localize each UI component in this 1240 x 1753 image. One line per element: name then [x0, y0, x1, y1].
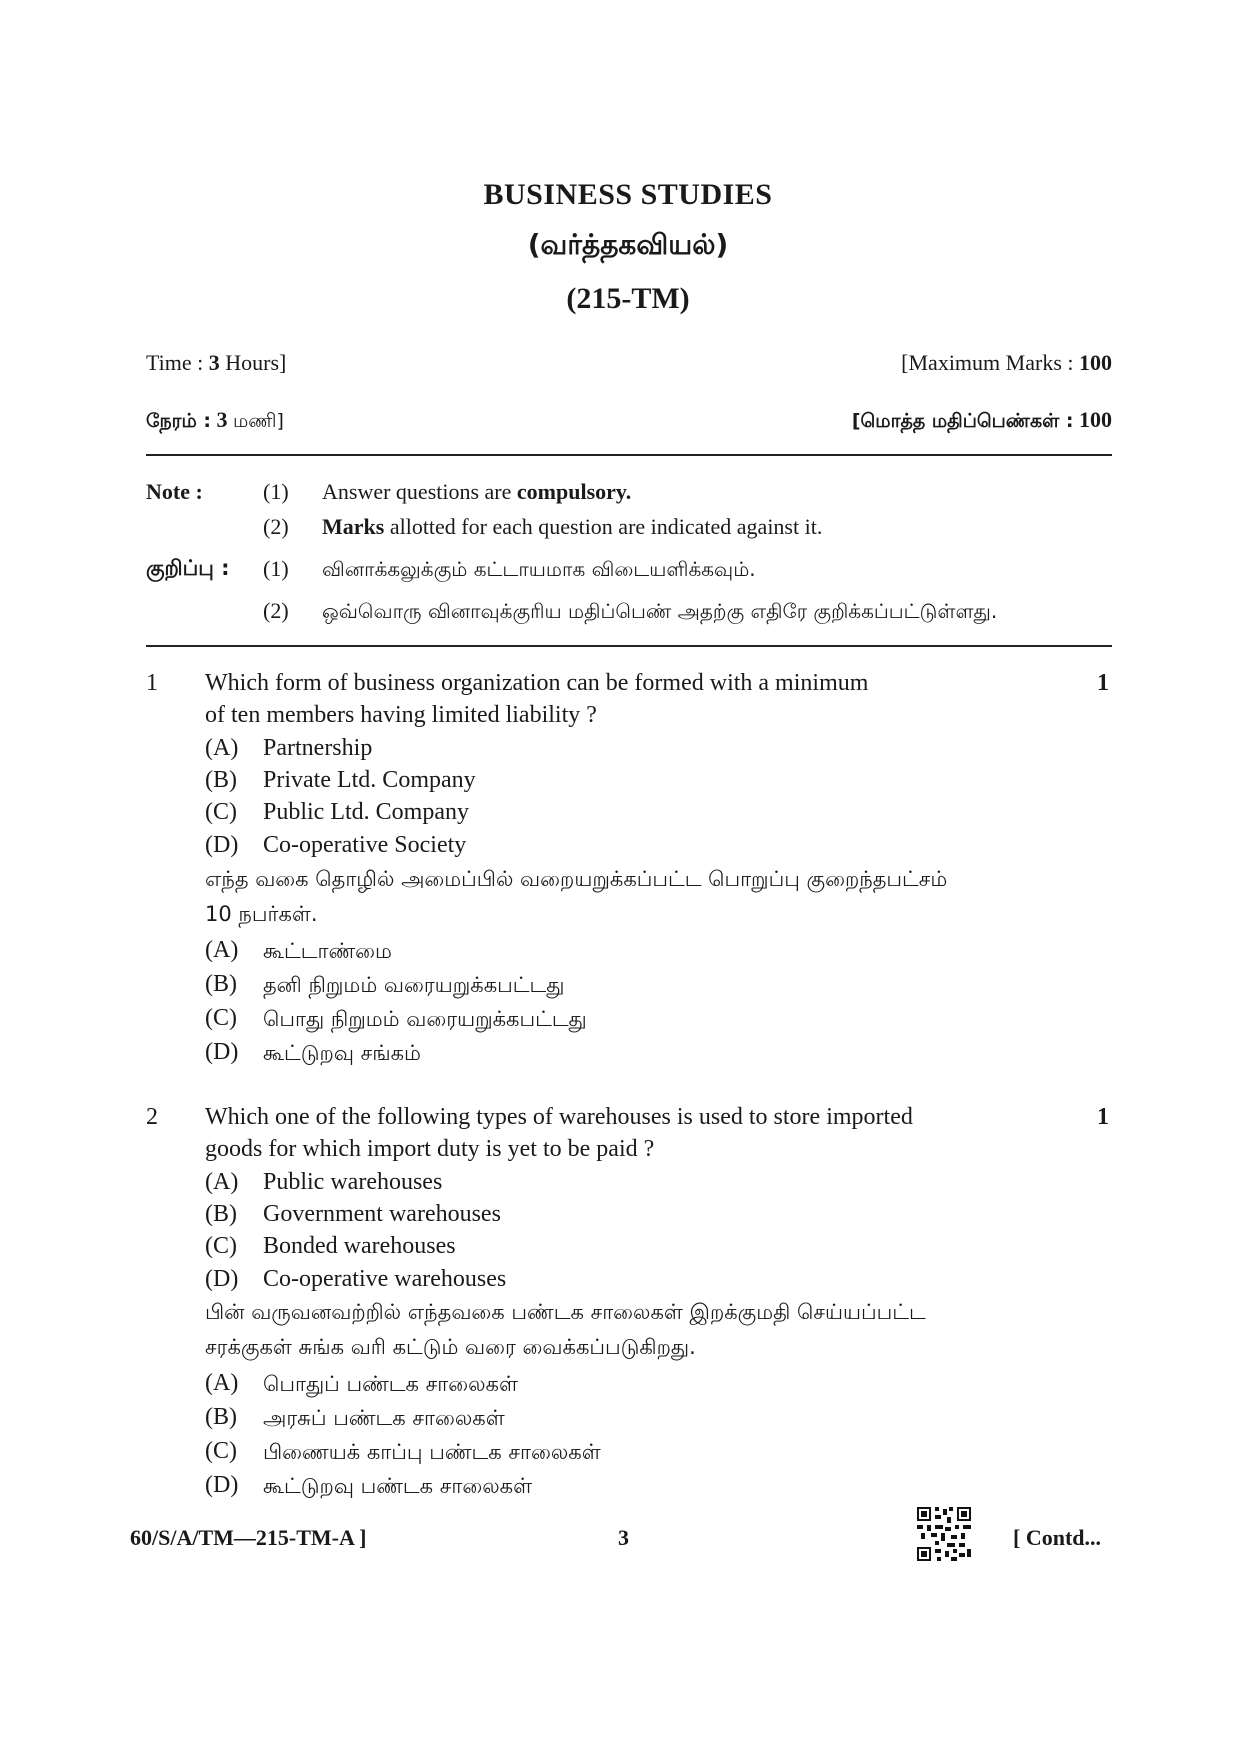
question-number: 2 [146, 1104, 158, 1130]
divider [146, 645, 1112, 647]
note-label-tamil: குறிப்பு : [146, 556, 230, 580]
max-marks-value-tamil: 100 [1079, 407, 1112, 432]
note-item-tamil-1: வினாக்கலுக்கும் கட்டாயமாக விடையளிக்கவும். [322, 557, 756, 581]
option-text: Partnership [263, 735, 373, 761]
page-title-tamil: (வர்த்தகவியல்) [527, 228, 729, 261]
option-text: Government warehouses [263, 1201, 501, 1227]
option-text-tamil: அரசுப் பண்டக சாலைகள் [263, 1406, 505, 1430]
divider [146, 454, 1112, 456]
option-label: (C) [205, 1233, 237, 1259]
question-text: Which form of business organization can be formed with a minimum [205, 670, 869, 696]
option-label: (B) [205, 971, 237, 997]
note-label: Note : [146, 479, 203, 504]
note-num: (2) [263, 514, 289, 539]
option-label: (D) [205, 832, 239, 858]
paper-code: 60/S/A/TM—215-TM-A ] [130, 1525, 367, 1550]
option-text: Public warehouses [263, 1169, 443, 1195]
option-text-tamil: பிணையக் காப்பு பண்டக சாலைகள் [263, 1440, 601, 1464]
question-text-tamil: பின் வருவனவற்றில் எந்தவகை பண்டக சாலைகள் இறக்குமதி செய்யப்பட்ட [205, 1300, 926, 1324]
question-marks: 1 [1097, 670, 1109, 696]
question-number: 1 [146, 670, 158, 696]
note-num: (1) [263, 479, 289, 504]
note-item-1 [322, 479, 631, 505]
option-text-tamil: தனி நிறுமம் வரையறுக்கபட்டது [263, 973, 565, 997]
option-label: (A) [205, 1169, 239, 1195]
question-marks: 1 [1097, 1104, 1109, 1130]
time-label-tamil: நேரம் : [146, 410, 211, 432]
option-label: (D) [205, 1039, 239, 1065]
max-marks-value: 100 [1079, 350, 1112, 375]
option-label: (C) [205, 1438, 237, 1464]
question-text: goods for which import duty is yet to be paid ? [205, 1136, 655, 1162]
time-row [146, 350, 286, 376]
note-item-tamil-2: ஒவ்வொரு வினாவுக்குரிய மதிப்பெண் அதற்கு எதிரே குறிக்கப்பட்டுள்ளது. [322, 599, 998, 623]
option-label: (B) [205, 1404, 237, 1430]
option-label: (D) [205, 1266, 239, 1292]
max-marks-label-tamil: [மொத்த மதிப்பெண்கள் : [851, 410, 1074, 432]
option-label: (A) [205, 735, 239, 761]
note-bold: compulsory. [516, 479, 632, 504]
option-text-tamil: பொது நிறுமம் வரையறுக்கபட்டது [263, 1007, 587, 1031]
option-label: (A) [205, 1370, 239, 1396]
max-marks-label: [Maximum Marks : [901, 350, 1074, 375]
option-text-tamil: கூட்டுறவு பண்டக சாலைகள் [263, 1474, 533, 1498]
max-marks-row-tamil [852, 407, 1112, 435]
option-label: (D) [205, 1472, 239, 1498]
time-value: 3 [208, 350, 220, 375]
option-text: Bonded warehouses [263, 1233, 456, 1259]
time-value-tamil: 3 [216, 407, 228, 432]
option-text-tamil: பொதுப் பண்டக சாலைகள் [263, 1372, 518, 1396]
time-unit-tamil: மணி] [233, 410, 284, 432]
option-label: (C) [205, 1005, 237, 1031]
option-text: Co-operative warehouses [263, 1266, 507, 1292]
option-text-tamil: கூட்டாண்மை [263, 939, 392, 963]
note-num: (1) [263, 556, 289, 581]
page-number: 3 [618, 1525, 629, 1550]
question-text: of ten members having limited liability ? [205, 702, 597, 728]
option-label: (C) [205, 799, 237, 825]
qr-code-icon [917, 1507, 971, 1561]
note-num: (2) [263, 598, 289, 623]
question-text-tamil: சரக்குகள் சுங்க வரி கட்டும் வரை வைக்கப்படுகிறது. [205, 1335, 696, 1359]
max-marks-row [901, 350, 1112, 376]
option-label: (B) [205, 767, 237, 793]
time-row-tamil [146, 407, 284, 435]
note-text: allotted for each question are indicated against it. [384, 514, 823, 539]
time-unit: Hours] [225, 350, 287, 375]
option-text: Private Ltd. Company [263, 767, 476, 793]
option-label: (A) [205, 937, 239, 963]
question-text: Which one of the following types of warehouses is used to store imported [205, 1104, 913, 1130]
option-text-tamil: கூட்டுறவு சங்கம் [263, 1041, 421, 1065]
subject-code: (215-TM) [566, 282, 690, 315]
option-text: Co-operative Society [263, 832, 467, 858]
continued-label: [ Contd... [1013, 1525, 1102, 1550]
option-text: Public Ltd. Company [263, 799, 469, 825]
option-label: (B) [205, 1201, 237, 1227]
question-text-tamil: எந்த வகை தொழில் அமைப்பில் வறையறுக்கப்பட்ட பொறுப்பு குறைந்தபட்சம் [205, 867, 948, 891]
note-text: Answer questions are [322, 479, 517, 504]
page-title: BUSINESS STUDIES [483, 178, 773, 211]
question-text-tamil: 10 நபர்கள். [205, 902, 318, 926]
note-bold: Marks [322, 514, 385, 539]
time-label: Time : [146, 350, 204, 375]
note-item-2 [322, 514, 822, 540]
